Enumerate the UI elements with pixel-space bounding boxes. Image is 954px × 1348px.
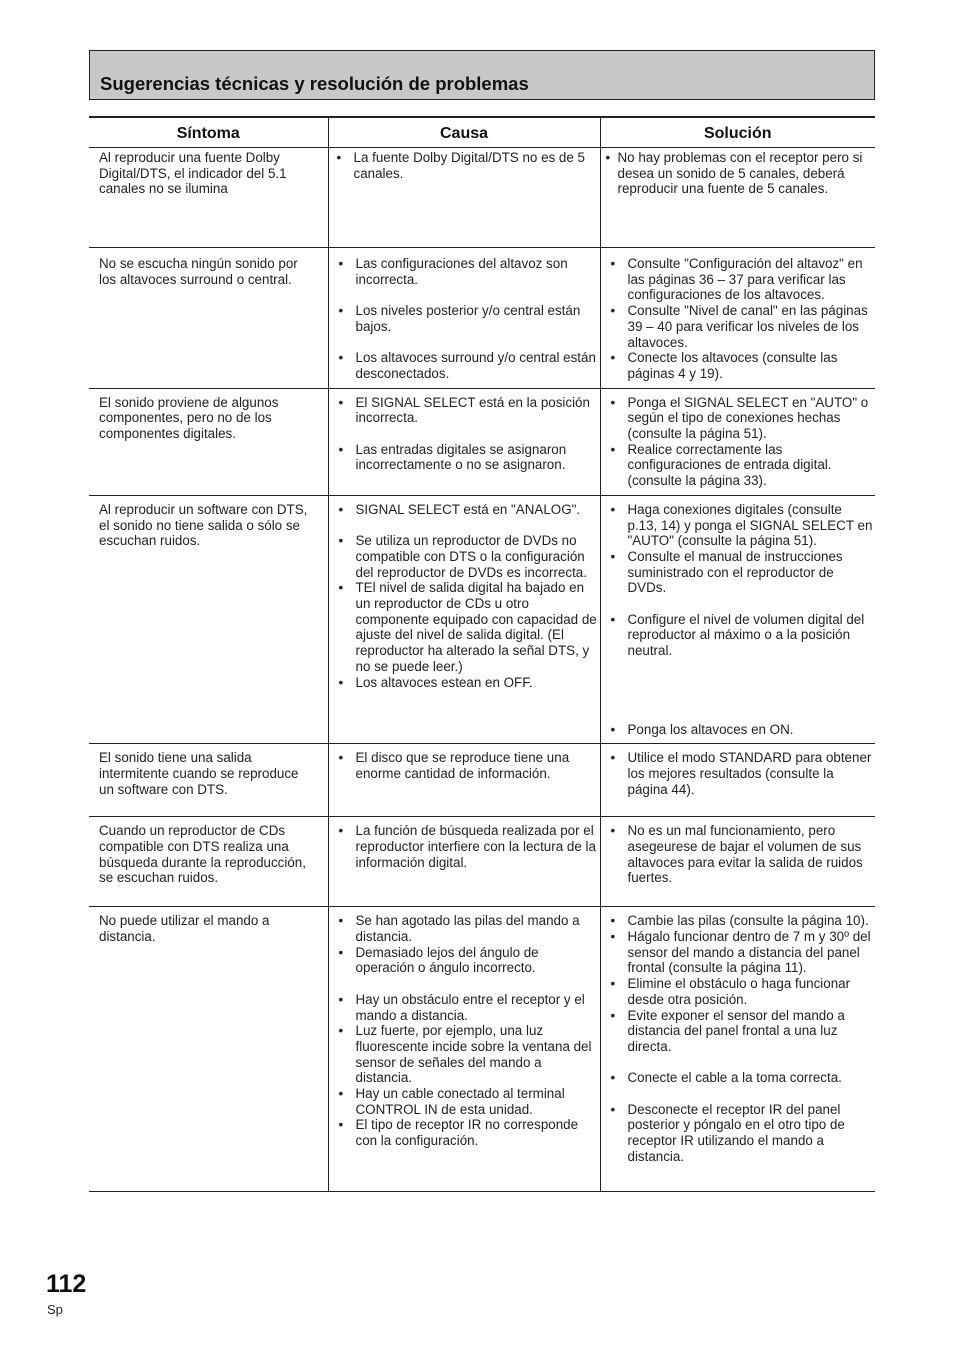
cause-cell bbox=[328, 907, 600, 1192]
troubleshooting-table bbox=[89, 116, 875, 1192]
cause-cell bbox=[328, 495, 600, 744]
section-title: Sugerencias técnicas y resolución de problemas bbox=[100, 73, 529, 94]
solution-item: • Ponga los altavoces en ON. bbox=[609, 722, 874, 738]
header-cause: Causa bbox=[328, 117, 600, 148]
table-header-row bbox=[89, 117, 875, 148]
table-row bbox=[89, 388, 875, 495]
cause-item: • El SIGNAL SELECT está en la posición incorrecta. bbox=[337, 395, 598, 426]
cause-item: • Las configuraciones del altavoz son incorrecta. bbox=[337, 256, 598, 287]
solution-item: • Configure el nivel de volumen digital del reproductor al máximo o a la posición neutral. bbox=[609, 612, 874, 659]
page-language: Sp bbox=[47, 1302, 63, 1317]
solution-cell bbox=[600, 817, 875, 907]
cause-item: • Los niveles posterior y/o central están bajos. bbox=[337, 303, 598, 334]
solution-cell bbox=[600, 744, 875, 817]
cause-item: • El tipo de receptor IR no corresponde con la configuración. bbox=[337, 1117, 598, 1148]
page-number: 112 bbox=[46, 1270, 87, 1298]
table-row bbox=[89, 744, 875, 817]
solution-cell bbox=[600, 907, 875, 1192]
header-symptom: Síntoma bbox=[89, 117, 328, 148]
cause-item: • Luz fuerte, por ejemplo, una luz fluorescente incide sobre la ventana del sensor de señales del mando a distancia. bbox=[337, 1023, 598, 1086]
solution-item: • Desconecte el receptor IR del panel posterior y póngalo en el otro tipo de receptor IR utilizando el mando a distancia. bbox=[609, 1102, 874, 1165]
solution-item: • No hay problemas con el receptor pero si desea un sonido de 5 canales, deberá reproducir una fuente de 5 canales. bbox=[606, 150, 874, 197]
cause-cell bbox=[328, 744, 600, 817]
cause-item: • Los altavoces surround y/o central están desconectados. bbox=[337, 350, 598, 381]
table-row bbox=[89, 907, 875, 1192]
symptom-cell: No se escucha ningún sonido por los altavoces surround o central. bbox=[89, 248, 328, 389]
section-header-bar bbox=[89, 50, 875, 100]
cause-item: • TEl nivel de salida digital ha bajado en un reproductor de CDs u otro componente equipado con capacidad de ajuste del nivel de salida digital. (El reproductor ha alterado la señal DTS, y no se puede leer.) bbox=[337, 580, 598, 674]
cause-cell bbox=[328, 148, 600, 248]
solution-item: • Hágalo funcionar dentro de 7 m y 30º del sensor del mando a distancia del panel frontal (consulte la página 11). bbox=[609, 929, 874, 976]
cause-item: • Las entradas digitales se asignaron incorrectamente o no se asignaron. bbox=[337, 442, 598, 473]
solution-item: • Conecte el cable a la toma correcta. bbox=[609, 1070, 874, 1086]
table-row bbox=[89, 817, 875, 907]
cause-item: • Se utiliza un reproductor de DVDs no compatible con DTS o la configuración del reproductor de DVDs es incorrecta. bbox=[337, 533, 598, 580]
solution-item: • Realice correctamente las configuraciones de entrada digital. (consulte la página 33). bbox=[609, 442, 874, 489]
cause-item: • La función de búsqueda realizada por el reproductor interfiere con la lectura de la información digital. bbox=[337, 823, 598, 870]
cause-cell bbox=[328, 388, 600, 495]
symptom-cell: Al reproducir una fuente Dolby Digital/DTS, el indicador del 5.1 canales no se ilumina bbox=[89, 148, 328, 248]
symptom-cell: Al reproducir un software con DTS, el sonido no tiene salida o sólo se escuchan ruidos. bbox=[89, 495, 328, 744]
symptom-cell: Cuando un reproductor de CDs compatible con DTS realiza una búsqueda durante la reproducción, se escuchan ruidos. bbox=[89, 817, 328, 907]
table-row bbox=[89, 248, 875, 389]
solution-cell bbox=[600, 248, 875, 389]
cause-item: • Hay un cable conectado al terminal CONTROL IN de esta unidad. bbox=[337, 1086, 598, 1117]
table-row bbox=[89, 495, 875, 744]
solution-item: • No es un mal funcionamiento, pero asegeurese de bajar el volumen de sus altavoces para evitar la salida de ruidos fuertes. bbox=[609, 823, 874, 886]
header-solution: Solución bbox=[600, 117, 875, 148]
solution-item: • Consulte el manual de instrucciones suministrado con el reproductor de DVDs. bbox=[609, 549, 874, 596]
solution-item: • Consulte "Configuración del altavoz" en las páginas 36 – 37 para verificar las configuraciones de los altavoces. bbox=[609, 256, 874, 303]
solution-item: • Conecte los altavoces (consulte las páginas 4 y 19). bbox=[609, 350, 874, 381]
solution-item: • Utilice el modo STANDARD para obtener los mejores resultados (consulte la página 44). bbox=[609, 750, 874, 797]
cause-cell bbox=[328, 817, 600, 907]
cause-item: • Los altavoces estean en OFF. bbox=[337, 675, 598, 691]
symptom-cell: No puede utilizar el mando a distancia. bbox=[89, 907, 328, 1192]
solution-item: • Haga conexiones digitales (consulte p.13, 14) y ponga el SIGNAL SELECT en "AUTO" (consulte la página 51). bbox=[609, 502, 874, 549]
solution-item: • Cambie las pilas (consulte la página 10). bbox=[609, 913, 874, 929]
solution-cell bbox=[600, 388, 875, 495]
symptom-cell: El sonido proviene de algunos componentes, pero no de los componentes digitales. bbox=[89, 388, 328, 495]
cause-item: • La fuente Dolby Digital/DTS no es de 5 canales. bbox=[335, 150, 598, 181]
cause-item: • Se han agotado las pilas del mando a distancia. bbox=[337, 913, 598, 944]
solution-cell bbox=[600, 148, 875, 248]
cause-cell bbox=[328, 248, 600, 389]
cause-item: • Hay un obstáculo entre el receptor y el mando a distancia. bbox=[337, 992, 598, 1023]
cause-item: • SIGNAL SELECT está en "ANALOG". bbox=[337, 502, 598, 518]
symptom-cell: El sonido tiene una salida intermitente cuando se reproduce un software con DTS. bbox=[89, 744, 328, 817]
table-row bbox=[89, 148, 875, 248]
solution-item: • Ponga el SIGNAL SELECT en "AUTO" o según el tipo de conexiones hechas (consulte la página 51). bbox=[609, 395, 874, 442]
cause-item: • El disco que se reproduce tiene una enorme cantidad de información. bbox=[337, 750, 598, 781]
solution-item: • Evite exponer el sensor del mando a distancia del panel frontal a una luz directa. bbox=[609, 1008, 874, 1055]
solution-item: • Consulte "Nivel de canal" en las páginas 39 – 40 para verificar los niveles de los altavoces. bbox=[609, 303, 874, 350]
solution-item: • Elimine el obstáculo o haga funcionar desde otra posición. bbox=[609, 976, 874, 1007]
solution-cell bbox=[600, 495, 875, 744]
cause-item: • Demasiado lejos del ángulo de operación o ángulo incorrecto. bbox=[337, 945, 598, 976]
